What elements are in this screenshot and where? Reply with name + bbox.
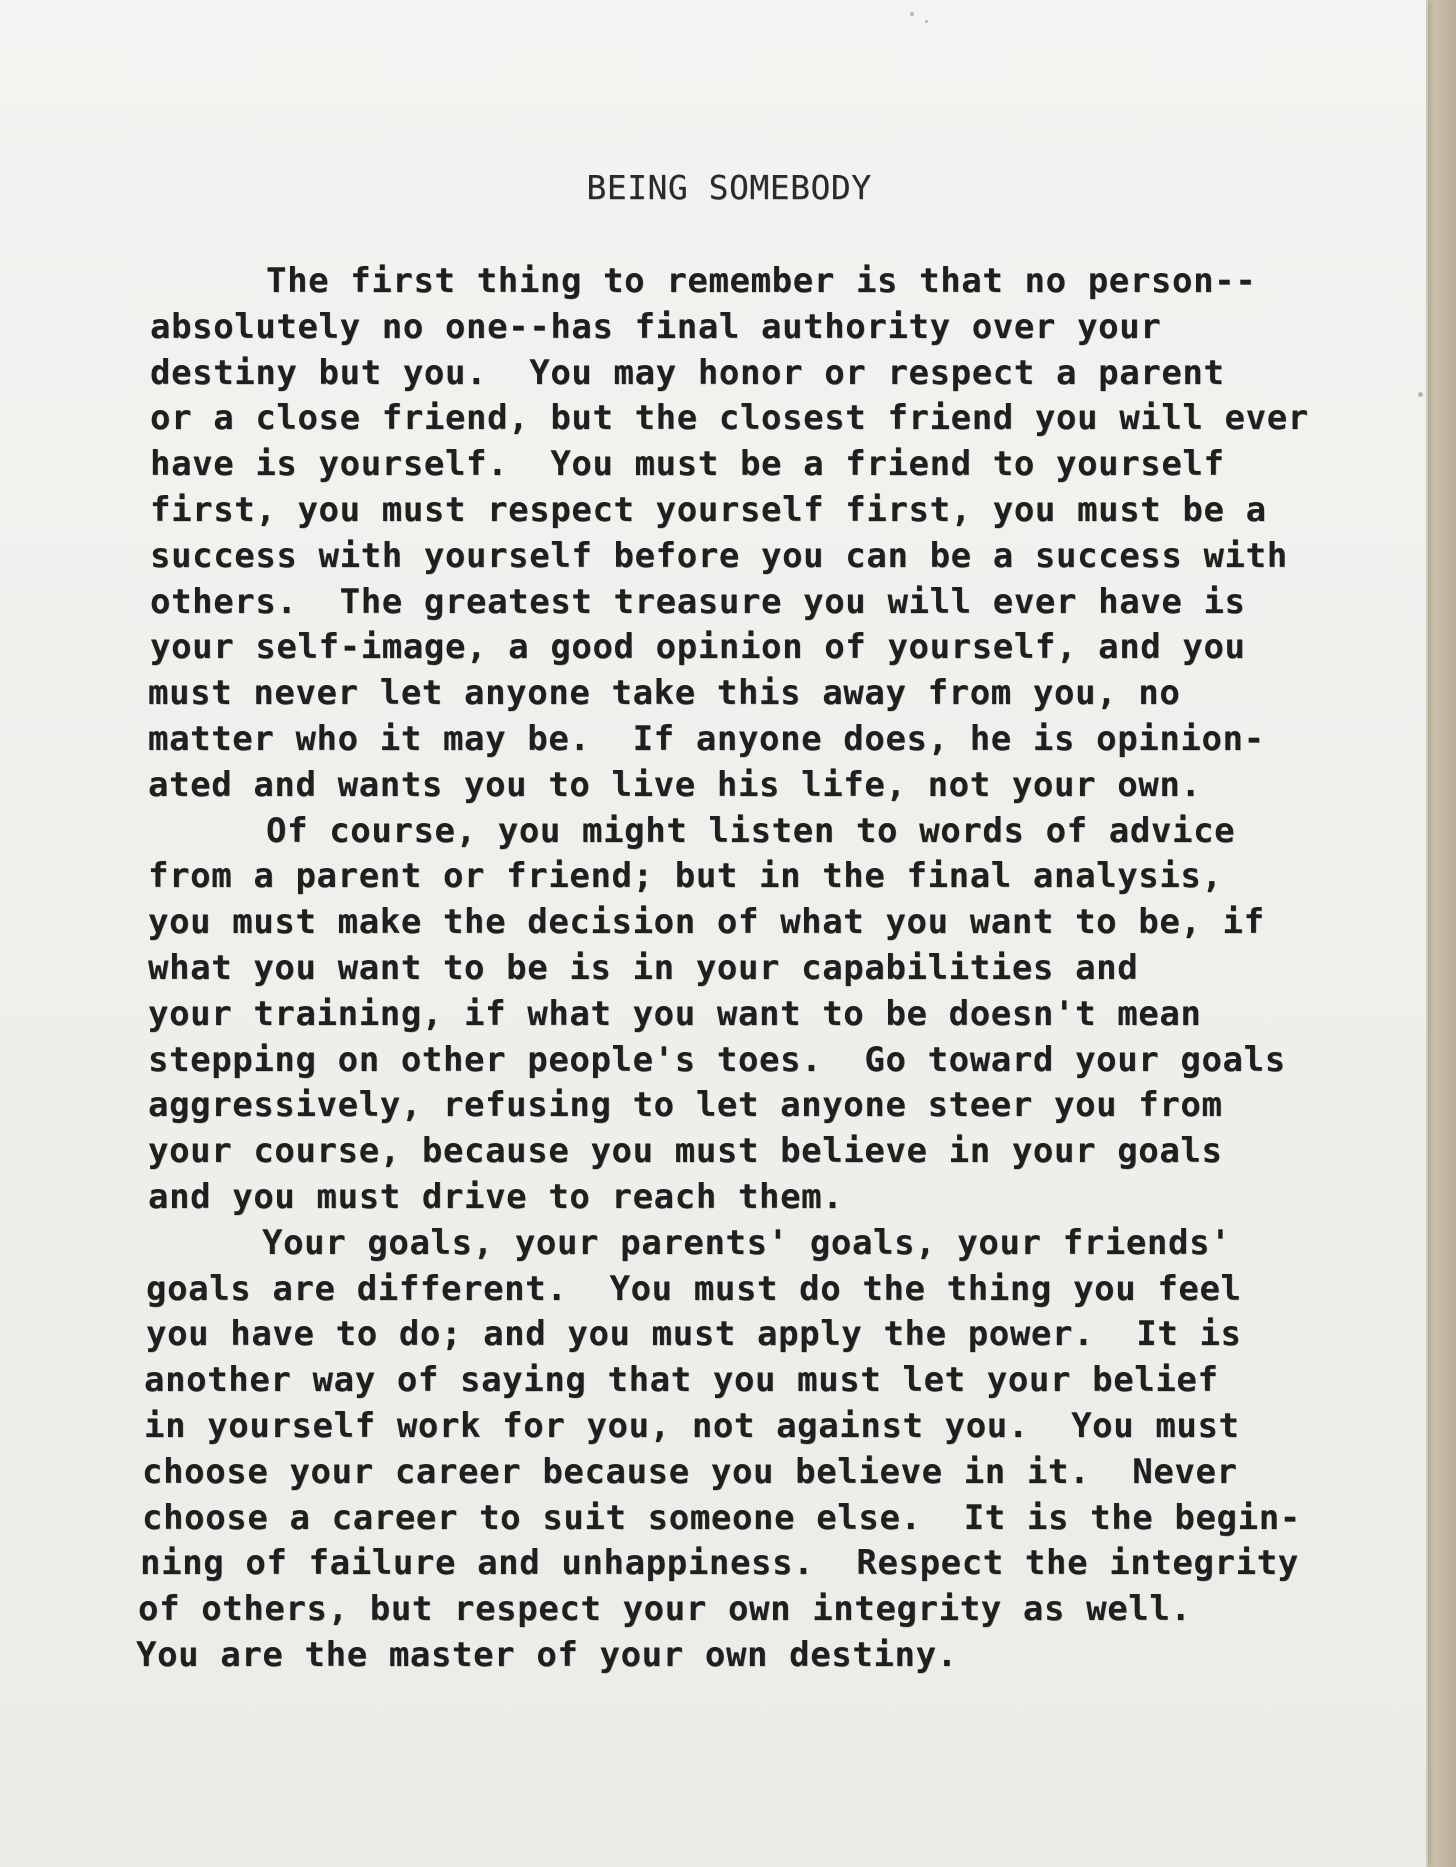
text-line: others. The greatest treasure you will ever have is [150,581,1246,622]
text-line: absolutely no one--has final authority over your [150,306,1162,347]
text-line: choose your career because you believe in it. Never [142,1451,1238,1492]
text-line: first, you must respect yourself first, you must be a [150,489,1267,530]
body-text [136,259,1420,1679]
text-line: and you must drive to reach them. [148,1176,844,1217]
text-line: goals are different. You must do the thing you feel [146,1268,1242,1309]
page-edge [1426,0,1428,1867]
text-line: stepping on other people's toes. Go toward your goals [148,1039,1286,1080]
ink-speck [925,20,928,23]
text-line: you have to do; and you must apply the power. It is [146,1314,1242,1355]
text-line: what you want to be is in your capabilities and [148,947,1139,988]
text-line: choose a career to suit someone else. It is the begin- [142,1497,1301,1538]
text-line: success with yourself before you can be a success with [150,535,1288,576]
text-line: must never let anyone take this away from you, no [148,673,1181,714]
text-line: your training, if what you want to be doesn't mean [148,993,1202,1034]
text-line: ated and wants you to live his life, not your own. [148,764,1202,805]
text-line: from a parent or friend; but in the final analysis, [148,856,1223,897]
page-title: BEING SOMEBODY [586,168,872,207]
text-line: your course, because you must believe in your goals [148,1131,1223,1172]
paragraph-first-line: Your goals, your parents' goals, your friends' [262,1222,1232,1263]
paragraph-first-line: The first thing to remember is that no person-- [266,261,1257,301]
text-line: destiny but you. You may honor or respect a parent [150,352,1225,393]
text-line: your self-image, a good opinion of yourself, and you [150,627,1246,668]
ink-speck [910,12,914,16]
text-line: or a close friend, but the closest friend you will ever [150,398,1309,439]
text-line: have is yourself. You must be a friend to yourself [150,444,1225,485]
text-line: another way of saying that you must let your belief [144,1360,1219,1401]
text-line: matter who it may be. If anyone does, he is opinion- [148,718,1265,759]
paragraph-first-line: Of course, you might listen to words of advice [266,810,1236,851]
text-line: in yourself work for you, not against you. You must [144,1405,1240,1446]
text-line: of others, but respect your own integrity as well. [138,1589,1192,1630]
text-line: ning of failure and unhappiness. Respect the integrity [140,1543,1299,1584]
text-line: aggressively, refusing to let anyone steer you from [148,1085,1223,1126]
text-line: you must make the decision of what you want to be, if [148,902,1265,943]
text-line: You are the master of your own destiny. [136,1634,958,1675]
